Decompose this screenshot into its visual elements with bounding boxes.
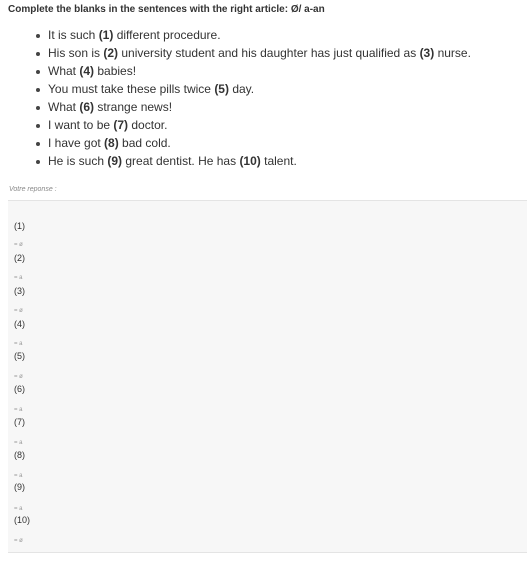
blank-number: (4): [79, 64, 95, 78]
answer-label: (5): [14, 351, 25, 361]
answer-value: = a: [14, 440, 23, 446]
answer-label: (3): [14, 286, 25, 296]
sentence-item: [0, 152, 471, 170]
sentence-text: It is such: [48, 28, 99, 42]
exercise-title: Complete the blanks in the sentences with the right article: Ø/ a-an: [8, 4, 325, 15]
answer-box: [8, 200, 527, 553]
bullet-icon: [36, 106, 40, 110]
sentence-text: great dentist. He has: [122, 154, 240, 168]
answer-value: = a: [14, 275, 23, 281]
sentence-text: He is such: [48, 154, 108, 168]
answer-value: = ø: [14, 374, 23, 380]
sentence-item: [0, 44, 471, 62]
blank-number: (6): [79, 100, 95, 114]
answer-label: (6): [14, 384, 25, 394]
blank-number: (8): [104, 136, 119, 150]
blank-number: (10): [239, 154, 261, 168]
blank-number: (5): [214, 82, 229, 96]
bullet-icon: [36, 160, 40, 164]
sentence-text: bad cold.: [118, 136, 171, 150]
answer-value: = a: [14, 407, 23, 413]
answer-value: = ø: [14, 242, 23, 248]
blank-number: (1): [98, 28, 114, 42]
sentence-text: babies!: [94, 64, 137, 78]
sentence-text: His son is: [48, 46, 104, 60]
answer-label: (10): [14, 515, 31, 525]
sentence-item: [0, 134, 471, 152]
sentence-text: different procedure.: [113, 28, 221, 42]
bullet-icon: [36, 52, 40, 56]
sentence-text: talent.: [260, 154, 297, 168]
sentence-text: You must take these pills twice: [48, 82, 215, 96]
response-label: Votre reponse :: [9, 186, 57, 193]
bullet-icon: [36, 142, 40, 146]
answer-value: = ø: [14, 538, 23, 544]
sentence-item: [0, 80, 471, 98]
blank-number: (2): [103, 46, 119, 60]
answer-label: (2): [14, 253, 25, 263]
sentence-text: What: [48, 100, 80, 114]
sentence-text: doctor.: [128, 118, 168, 132]
sentence-item: [0, 98, 471, 116]
answer-label: (1): [14, 221, 25, 231]
sentence-list: [0, 26, 471, 170]
sentence-item: [0, 26, 471, 44]
sentence-text: day.: [228, 82, 255, 96]
sentence-text: I want to be: [48, 118, 114, 132]
blank-number: (7): [113, 118, 129, 132]
blank-number: (3): [419, 46, 435, 60]
answer-label: (8): [14, 450, 25, 460]
answer-value: = ø: [14, 308, 23, 314]
answer-label: (7): [14, 417, 25, 427]
sentence-text: What: [48, 64, 80, 78]
bullet-icon: [36, 34, 40, 38]
bullet-icon: [36, 124, 40, 128]
sentence-text: nurse.: [434, 46, 471, 60]
sentence-item: [0, 62, 471, 80]
sentence-text: university student and his daughter has just qualified as: [118, 46, 420, 60]
answer-value: = a: [14, 341, 23, 347]
answer-value: = a: [14, 506, 23, 512]
sentence-text: strange news!: [94, 100, 173, 114]
answer-label: (4): [14, 319, 25, 329]
answer-value: = a: [14, 473, 23, 479]
sentence-text: I have got: [48, 136, 105, 150]
answer-label: (9): [14, 482, 25, 492]
bullet-icon: [36, 70, 40, 74]
bullet-icon: [36, 88, 40, 92]
blank-number: (9): [107, 154, 123, 168]
sentence-item: [0, 116, 471, 134]
